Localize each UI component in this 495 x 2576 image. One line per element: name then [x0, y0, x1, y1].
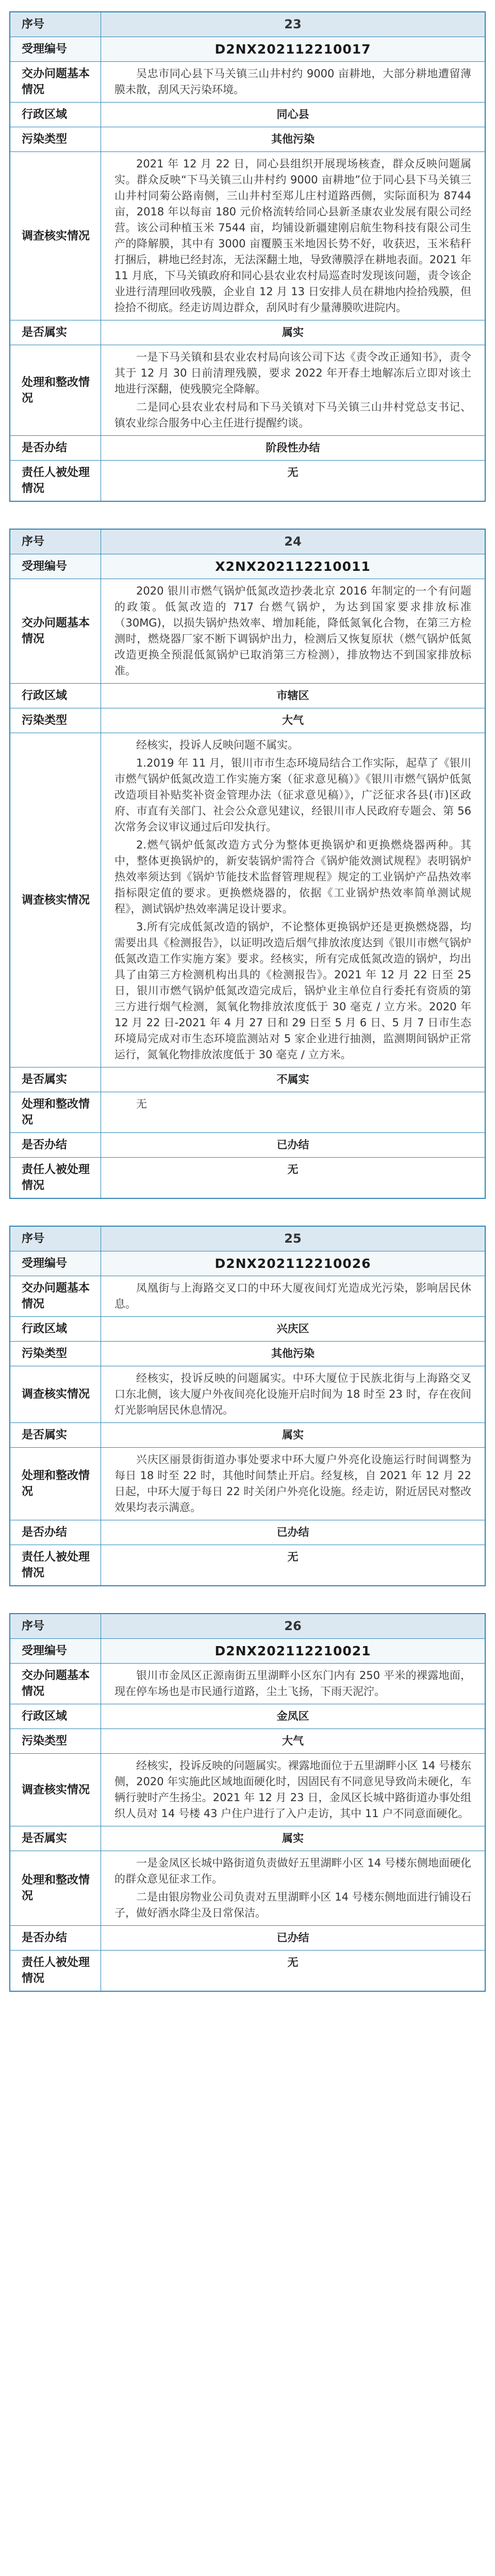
paragraph: 1.2019 年 11 月，银川市市生态环境局结合工作实际，起草了《银川市燃气锅炉低氮改造工作实施方案（征求意见稿）》《银川市燃气锅炉低氮改造项目补贴奖补资金管理办法（征求意见稿）》，广泛征求各县(市)区政府、市直有关部门、社会公众意见建议，经银川市人民政府专题会、第 56 次常务会议审议通过后印发执行。 [114, 757, 471, 833]
receipt-row [10, 1638, 485, 1663]
closure-status-value: 已办结 [276, 1526, 309, 1538]
handling-label: 处理和整改情况 [10, 1448, 101, 1520]
pollution-label: 污染类型 [10, 127, 101, 151]
verify-label: 调查核实情况 [10, 152, 101, 320]
verify-row [10, 1366, 485, 1422]
truth-label: 是否属实 [10, 1067, 101, 1092]
paragraph: 经核实，投诉人反映问题不属实。 [136, 739, 299, 751]
seq-label: 序号 [10, 1614, 101, 1638]
verify-label: 调查核实情况 [10, 1754, 101, 1826]
district-label: 行政区域 [10, 1704, 101, 1728]
truth-label: 是否属实 [10, 320, 101, 345]
verification-details [101, 152, 485, 320]
receipt-number: X2NX202112210011 [215, 559, 371, 574]
handling-details [101, 1092, 485, 1132]
issue-description [101, 1664, 485, 1704]
truth-value: 属实 [282, 326, 304, 338]
closed-label: 是否办结 [10, 1926, 101, 1950]
receipt-row [10, 37, 485, 61]
accountability-value: 无 [287, 1163, 299, 1176]
accountability-label: 责任人被处理情况 [10, 1158, 101, 1198]
accountability-label: 责任人被处理情况 [10, 1951, 101, 1991]
paragraph: 一是金凤区长城中路街道负责做好五里湖畔小区 14 号楼东侧地面硬化的群众意见征求工作。 [114, 1857, 471, 1885]
truth-row [10, 1067, 485, 1092]
truth-label: 是否属实 [10, 1826, 101, 1851]
paragraph: 2020 银川市燃气锅炉低氮改造抄袭北京 2016 年制定的一个有问题的政策。低氮改造的 717 台燃气锅炉，为达到国家要求排放标准（30MG)，以损失锅炉热效率、增加耗能，降低氮氧化合物，在第三方检测时，燃烧器厂家不断下调锅炉出力，检测后又恢复原状（燃气锅炉低氮改造更换全预混低氮锅炉已取消第三方检测），排放物达不到国家排放标准。 [114, 585, 471, 677]
closure-status-value: 阶段性办结 [266, 442, 320, 454]
seq-label: 序号 [10, 530, 101, 554]
district-row [10, 1316, 485, 1341]
paragraph: 凤凰街与上海路交叉口的中环大厦夜间灯光造成光污染，影响居民休息。 [114, 1282, 471, 1310]
receipt-label: 受理编号 [10, 1639, 101, 1663]
pollution-type-value: 大气 [282, 714, 304, 726]
seq-row [10, 1227, 485, 1251]
accountability-value: 无 [287, 1551, 299, 1563]
case-seq-number: 26 [284, 1619, 302, 1633]
seq-row [10, 12, 485, 37]
verify-label: 调查核实情况 [10, 1366, 101, 1422]
receipt-label: 受理编号 [10, 1251, 101, 1276]
case-card [9, 529, 486, 1199]
closed-label: 是否办结 [10, 1520, 101, 1545]
district-row [10, 683, 485, 708]
seq-row [10, 1614, 485, 1638]
truth-value: 属实 [282, 1832, 304, 1844]
handling-row [10, 345, 485, 435]
truth-value: 属实 [282, 1429, 304, 1441]
accountability-value: 无 [287, 1956, 299, 1969]
case-seq-number: 25 [284, 1231, 302, 1246]
accountability-row [10, 1950, 485, 1991]
truth-value: 不属实 [276, 1073, 309, 1086]
verify-label: 调查核实情况 [10, 733, 101, 1067]
closed-row [10, 1925, 485, 1950]
basic-row [10, 1276, 485, 1316]
pollution-type-value: 其他污染 [271, 133, 315, 145]
pollution-row [10, 1728, 485, 1753]
handling-label: 处理和整改情况 [10, 1092, 101, 1132]
district-value: 兴庆区 [276, 1323, 309, 1335]
verify-row [10, 733, 485, 1067]
seq-row [10, 530, 485, 554]
basic-label: 交办问题基本情况 [10, 1276, 101, 1316]
basic-row [10, 61, 485, 102]
seq-label: 序号 [10, 1227, 101, 1251]
paragraph: 2.燃气锅炉低氮改造方式分为整体更换锅炉和更换燃烧器两种。其中，整体更换锅炉的，新安装锅炉需符合《锅炉能效测试规程》表明锅炉热效率须达到《锅炉节能技术监督管理规程》规定的工业锅炉产品热效率指标限定值的要求。更换燃烧器的，依据《工业锅炉热效率简单测试规程》，测试锅炉热效率满足设计要求。 [114, 839, 471, 915]
issue-description [101, 62, 485, 102]
handling-row [10, 1092, 485, 1132]
pollution-label: 污染类型 [10, 708, 101, 733]
verification-details [101, 1754, 485, 1826]
paragraph: 3.所有完成低氮改造的锅炉，不论整体更换锅炉还是更换燃烧器，均需要出具《检测报告》，以证明改造后烟气排放浓度达到《银川市燃气锅炉低氮改造工作实施方案》要求。经核实，所有完成低氮改造的锅炉，均出具了由第三方检测机构出具的《检测报告》。2021 年 12 月 22 日至 25 日，银川市燃气锅炉低氮改造完成后，锅炉业主单位自行委托有资质的第三方进行烟气检测，氮氧化物排放浓度低于 30 毫克 / 立方米。2020 年 12 月 22 日-2021 年 4 月 27 日和 29 日至 5 月 6 日、5 月 7 日市生态环境局完成对市生态环境监测站对 5 家企业进行抽测，监测期间锅炉正常运行，氮氧化物排放浓度低于 30 毫克 / 立方米。 [114, 921, 471, 1061]
closed-row [10, 1520, 485, 1545]
case-seq-number: 24 [284, 534, 302, 549]
basic-label: 交办问题基本情况 [10, 1664, 101, 1704]
case-card [9, 11, 486, 502]
pollution-type-value: 其他污染 [271, 1347, 315, 1360]
receipt-number: D2NX202112210021 [214, 1643, 371, 1658]
district-value: 市辖区 [276, 689, 309, 702]
handling-details [101, 1851, 485, 1925]
receipt-row [10, 1251, 485, 1276]
pollution-label: 污染类型 [10, 1729, 101, 1753]
accountability-row [10, 1545, 485, 1585]
handling-label: 处理和整改情况 [10, 345, 101, 435]
district-value: 金凤区 [276, 1710, 309, 1722]
accountability-label: 责任人被处理情况 [10, 461, 101, 501]
verify-row [10, 1753, 485, 1826]
truth-row [10, 1422, 485, 1447]
pollution-row [10, 127, 485, 151]
district-label: 行政区域 [10, 1317, 101, 1341]
paragraph: 兴庆区丽景街街道办事处要求中环大厦户外亮化设施运行时间调整为每日 18 时至 22 时，其他时间禁止开启。经复核，自 2021 年 12 月 22 日起，中环大厦于每日 22 时关闭户外亮化设施。经走访，附近居民对整改效果均表示满意。 [114, 1453, 471, 1514]
paragraph: 二是同心县农业农村局和下马关镇对下马关镇三山井村党总支书记、镇农业综合服务中心主任进行提醒约谈。 [114, 401, 471, 429]
closed-label: 是否办结 [10, 436, 101, 460]
handling-row [10, 1447, 485, 1520]
truth-label: 是否属实 [10, 1423, 101, 1447]
paragraph: 吴忠市同心县下马关镇三山井村约 9000 亩耕地，大部分耕地遭留薄膜未散，刮风天污染环境。 [114, 67, 471, 96]
receipt-number: D2NX202112210026 [214, 1256, 371, 1271]
handling-label: 处理和整改情况 [10, 1851, 101, 1925]
receipt-number: D2NX202112210017 [214, 42, 371, 57]
case-seq-number: 23 [284, 17, 302, 31]
handling-details [101, 1448, 485, 1520]
receipt-row [10, 554, 485, 579]
paragraph: 2021 年 12 月 22 日，同心县组织开展现场核查，群众反映问题属实。群众反映“下马关镇三山井村约 9000 亩耕地”位于同心县下马关镇三山井村同菊公路南侧，三山井村至郑儿庄村道路西侧，实际面积为 8744 亩，2018 年以每亩 180 元价格流转给同心县新圣康农业发展有限公司经营。该公司种植玉米 7544 亩，均铺设新疆建刚启航生物科技有限公司生产的降解膜，其中有 3000 亩覆膜玉米地因长势不好，收获迟，玉米秸秆打捆后，耕地已经封冻，无法深翻土地，导致薄膜浮在耕地表面。2021 年 11 月底，下马关镇政府和同心县农业农村局巡查时发现该问题，责令该企业进行清理回收残膜，企业自 12 月 13 日安排人员在耕地内捡拾残膜，但捡拾不彻底。经走访周边群众，刮风时有少量薄膜吹进院内。 [114, 158, 471, 314]
paragraph: 二是由银房物业公司负责对五里湖畔小区 14 号楼东侧地面进行铺设石子，做好洒水降尘及日常保洁。 [114, 1891, 471, 1919]
basic-row [10, 1663, 485, 1704]
issue-description [101, 579, 485, 683]
basic-label: 交办问题基本情况 [10, 62, 101, 102]
case-card [9, 1613, 486, 1992]
pollution-label: 污染类型 [10, 1342, 101, 1366]
closed-row [10, 435, 485, 460]
district-value: 同心县 [276, 108, 309, 121]
case-card [9, 1226, 486, 1586]
handling-details [101, 345, 485, 435]
pollution-row [10, 708, 485, 733]
basic-label: 交办问题基本情况 [10, 579, 101, 683]
pollution-type-value: 大气 [282, 1735, 304, 1747]
accountability-row [10, 1157, 485, 1198]
paragraph: 经核实，投诉反映的问题属实。裸露地面位于五里湖畔小区 14 号楼东侧，2020 年实施此区域地面硬化时，因固民有不同意见导致尚未硬化，车辆行驶时产生扬尘。2021 年 12 月 23 日，金凤区长城中路街道办事处组织人员对 14 号楼 43 户住户进行了入户走访，其中 11 户不同意面硬化。 [114, 1759, 471, 1820]
receipt-label: 受理编号 [10, 554, 101, 579]
handling-row [10, 1851, 485, 1925]
verify-row [10, 151, 485, 320]
district-label: 行政区域 [10, 684, 101, 708]
accountability-row [10, 460, 485, 501]
pollution-row [10, 1341, 485, 1366]
basic-row [10, 579, 485, 683]
district-label: 行政区域 [10, 103, 101, 127]
district-row [10, 1704, 485, 1728]
paragraph: 一是下马关镇和县农业农村局向该公司下达《责令改正通知书》，责令其于 12 月 30 日前清理残膜，要求 2022 年开春土地解冻后立即对该土地进行深翻，使残膜完全降解。 [114, 351, 471, 395]
verification-details [101, 1366, 485, 1422]
closed-label: 是否办结 [10, 1133, 101, 1157]
accountability-label: 责任人被处理情况 [10, 1545, 101, 1585]
accountability-value: 无 [287, 466, 299, 479]
paragraph: 经核实，投诉反映的问题属实。中环大厦位于民族北街与上海路交叉口东北侧，该大厦户外夜间亮化设施开启时间为 18 时至 23 时，存在夜间灯光影响居民休息情况。 [114, 1372, 471, 1416]
closure-status-value: 已办结 [276, 1931, 309, 1944]
seq-label: 序号 [10, 12, 101, 37]
truth-row [10, 320, 485, 345]
closed-row [10, 1132, 485, 1157]
truth-row [10, 1826, 485, 1851]
paragraph: 银川市金凤区正源南街五里湖畔小区东门内有 250 平米的裸露地面，现在停车场也是市民通行道路，尘土飞扬，下雨天泥泞。 [114, 1669, 471, 1698]
issue-description [101, 1276, 485, 1316]
receipt-label: 受理编号 [10, 37, 101, 61]
verification-details [101, 733, 485, 1067]
closure-status-value: 已办结 [276, 1139, 309, 1151]
paragraph: 无 [136, 1098, 147, 1110]
district-row [10, 102, 485, 127]
